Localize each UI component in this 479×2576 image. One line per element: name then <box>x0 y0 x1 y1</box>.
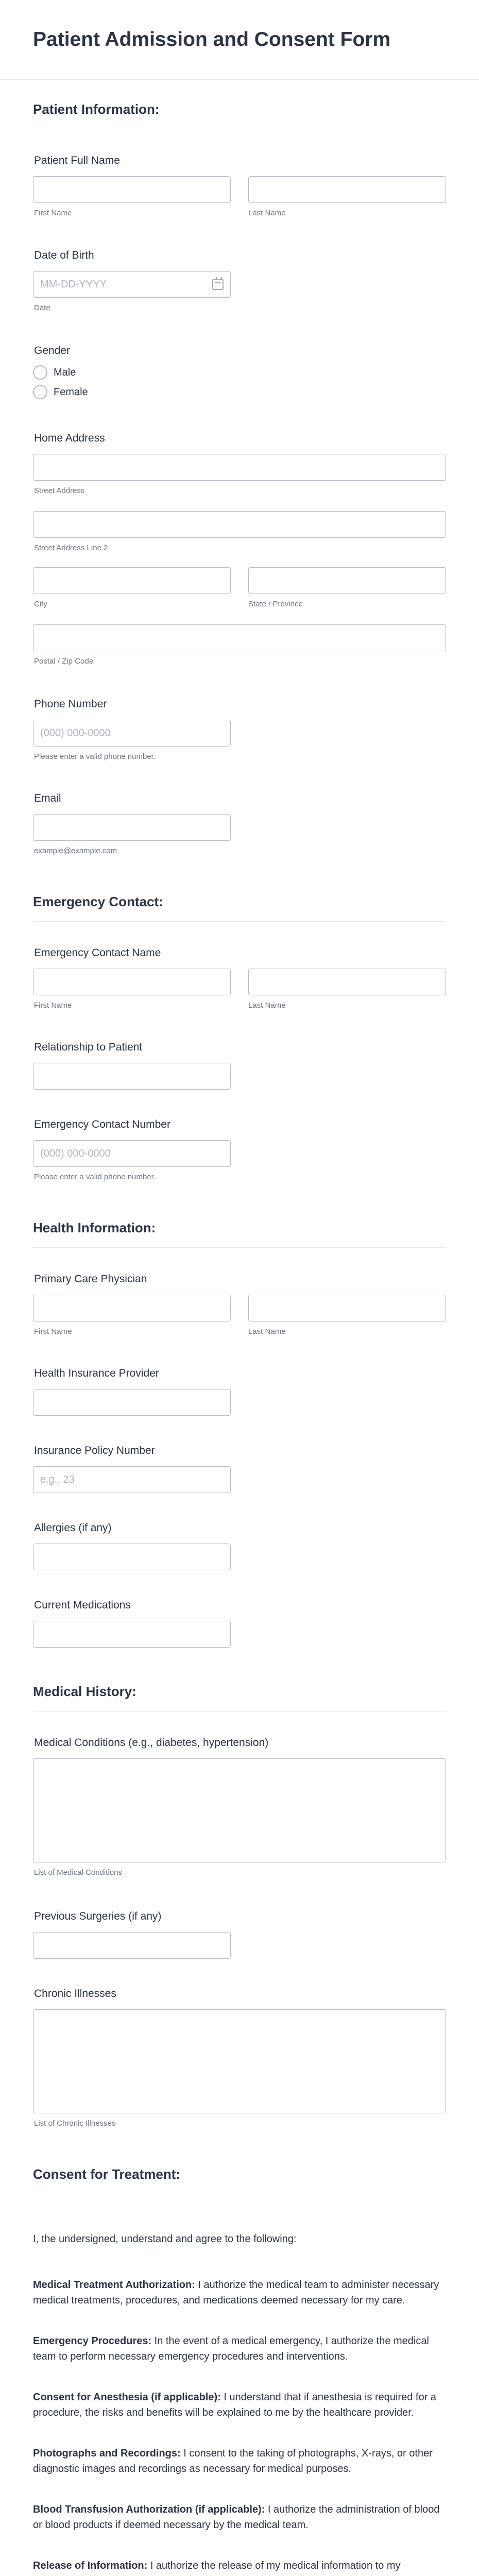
emergency-phone-label: Emergency Contact Number <box>34 1118 170 1130</box>
city-sublabel: City <box>34 600 47 608</box>
insurance-input[interactable] <box>33 1389 231 1416</box>
consent-item-text: I authorize the release of my medical information to my <box>150 2560 401 2571</box>
relationship-label: Relationship to Patient <box>34 1041 143 1053</box>
gender-label: Gender <box>34 345 71 357</box>
form-header <box>0 0 479 80</box>
conditions-textarea[interactable] <box>33 1758 446 1862</box>
first-name-sublabel: First Name <box>34 209 72 217</box>
dob-input[interactable] <box>33 271 231 298</box>
emergency-last-name-input[interactable] <box>248 969 446 995</box>
chronic-textarea[interactable] <box>33 2009 446 2113</box>
policy-number-input[interactable] <box>33 1466 231 1493</box>
patient-first-name-input[interactable] <box>33 176 231 203</box>
policy-label: Insurance Policy Number <box>34 1445 155 1456</box>
street-address-input[interactable] <box>33 454 446 481</box>
medications-input[interactable] <box>33 1621 231 1648</box>
conditions-sublabel: List of Medical Conditions <box>34 1868 122 1877</box>
consent-item-title: Emergency Procedures: <box>33 2335 152 2347</box>
consent-item-title: Medical Treatment Authorization: <box>33 2279 195 2291</box>
emergency-section-header <box>33 893 446 922</box>
physician-label: Primary Care Physician <box>34 1273 147 1285</box>
section-title: Medical History: <box>33 1684 136 1699</box>
last-name-sublabel: Last Name <box>248 209 286 217</box>
consent-item <box>33 2446 446 2477</box>
address-label: Home Address <box>34 432 105 444</box>
street-address-2-input[interactable] <box>33 511 446 538</box>
calendar-icon[interactable] <box>212 279 224 290</box>
email-label: Email <box>34 792 61 804</box>
first-name-sublabel: First Name <box>34 1327 72 1336</box>
city-input[interactable] <box>33 567 231 594</box>
consent-item-title: Consent for Anesthesia (if applicable): <box>33 2392 221 2403</box>
medications-label: Current Medications <box>34 1599 131 1611</box>
consent-item <box>33 2277 446 2308</box>
surgeries-label: Previous Surgeries (if any) <box>34 1910 162 1922</box>
consent-item <box>33 2389 446 2420</box>
consent-item-text: I authorize the medical team to administer necessary medical treatments, procedures, and medications deemed necessary for my care. <box>33 2279 439 2306</box>
health-section-header <box>33 1219 446 1248</box>
patient-last-name-input[interactable] <box>248 176 446 203</box>
consent-item-title: Photographs and Recordings: <box>33 2448 181 2459</box>
consent-item <box>33 2502 446 2533</box>
chronic-label: Chronic Illnesses <box>34 1988 116 1999</box>
patient-name-label: Patient Full Name <box>34 155 120 166</box>
patient-section-header <box>33 101 446 129</box>
email-input[interactable] <box>33 814 231 841</box>
last-name-sublabel: Last Name <box>248 1001 286 1010</box>
dob-label: Date of Birth <box>34 249 94 261</box>
gender-option-female[interactable] <box>33 385 88 399</box>
gender-option-male[interactable] <box>33 365 76 380</box>
consent-item-title: Release of Information: <box>33 2560 148 2571</box>
emergency-first-name-input[interactable] <box>33 969 231 995</box>
radio-button[interactable] <box>33 385 47 399</box>
phone-sublabel: Please enter a valid phone number. <box>34 752 156 761</box>
consent-item-text: I consent to the taking of photographs, X-rays, or other diagnostic images and recordings as necessary for medical purposes. <box>33 2448 433 2475</box>
last-name-sublabel: Last Name <box>248 1327 286 1336</box>
email-sublabel: example@example.com <box>34 846 117 855</box>
consent-item-text: In the event of a medical emergency, I authorize the medical team to perform necessary emergency procedures and interventions. <box>33 2335 429 2362</box>
consent-item-title: Blood Transfusion Authorization (if applicable): <box>33 2504 265 2515</box>
dob-sublabel: Date <box>34 303 50 312</box>
allergies-label: Allergies (if any) <box>34 1522 112 1534</box>
allergies-input[interactable] <box>33 1544 231 1570</box>
state-input[interactable] <box>248 567 446 594</box>
physician-first-name-input[interactable] <box>33 1295 231 1321</box>
street2-sublabel: Street Address Line 2 <box>34 544 108 552</box>
surgeries-input[interactable] <box>33 1932 231 1959</box>
postal-code-input[interactable] <box>33 624 446 651</box>
first-name-sublabel: First Name <box>34 1001 72 1010</box>
phone-label: Phone Number <box>34 698 107 710</box>
radio-label: Female <box>54 386 88 398</box>
emergency-phone-input[interactable] <box>33 1140 231 1167</box>
section-title: Health Information: <box>33 1220 156 1235</box>
consent-item-text: I understand that if anesthesia is required for a procedure, the risks and benefits will be explained to me by the healthcare provider. <box>33 2392 436 2418</box>
state-sublabel: State / Province <box>248 600 303 608</box>
form-title: Patient Admission and Consent Form <box>33 28 391 50</box>
consent-intro: I, the undersigned, understand and agree to the following: <box>33 2233 297 2245</box>
radio-label: Male <box>54 366 76 378</box>
physician-last-name-input[interactable] <box>248 1295 446 1321</box>
section-title: Consent for Treatment: <box>33 2166 181 2182</box>
section-title: Emergency Contact: <box>33 894 163 909</box>
section-title: Patient Information: <box>33 101 160 117</box>
history-section-header <box>33 1683 446 1711</box>
emergency-name-label: Emergency Contact Name <box>34 947 161 959</box>
relationship-input[interactable] <box>33 1063 231 1090</box>
insurance-label: Health Insurance Provider <box>34 1367 159 1379</box>
phone-sublabel: Please enter a valid phone number. <box>34 1173 156 1181</box>
consent-item <box>33 2558 446 2576</box>
consent-section-header <box>33 2166 446 2194</box>
consent-item <box>33 2333 446 2364</box>
postal-sublabel: Postal / Zip Code <box>34 657 94 666</box>
street-sublabel: Street Address <box>34 486 85 495</box>
conditions-label: Medical Conditions (e.g., diabetes, hypertension) <box>34 1737 269 1749</box>
chronic-sublabel: List of Chronic Illnesses <box>34 2119 116 2128</box>
phone-input[interactable] <box>33 720 231 747</box>
radio-button[interactable] <box>33 365 47 380</box>
consent-item-text: I authorize the administration of blood or blood products if deemed necessary by the medical team. <box>33 2504 440 2531</box>
